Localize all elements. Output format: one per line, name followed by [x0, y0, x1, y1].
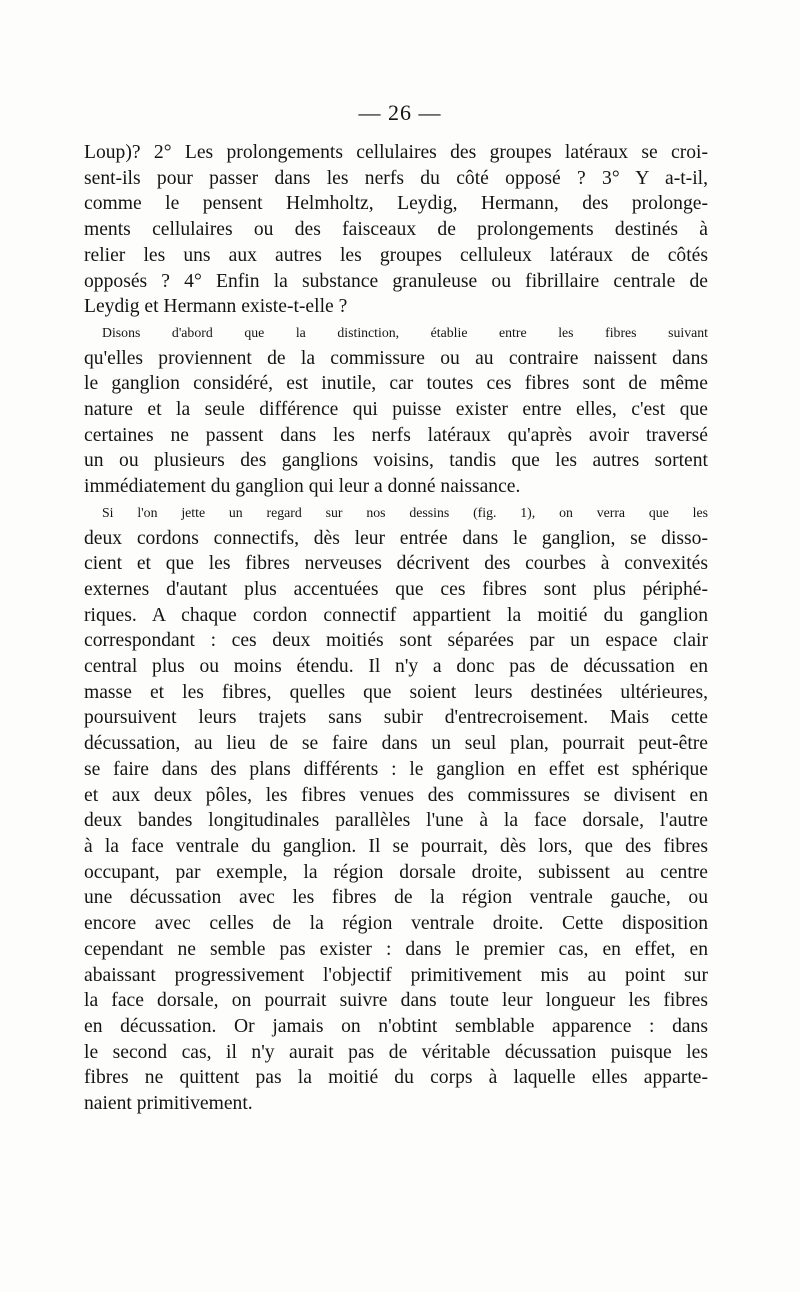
text-line: occupant, par exemple, la région dorsale droite, subissent au centre	[84, 861, 708, 883]
text-line: certaines ne passent dans les nerfs latéraux qu'après avoir traversé	[84, 424, 708, 446]
text-line: Loup)? 2° Les prolongements cellulaires des groupes latéraux se croi-	[84, 142, 708, 163]
text-line: nature et la seule différence qui puisse exister entre elles, c'est que	[84, 399, 708, 421]
text-line: cependant ne semble pas exister : dans le premier cas, en effet, en	[84, 938, 708, 960]
text-line: sent-ils pour passer dans les nerfs du côté opposé ? 3° Y a-t-il,	[84, 167, 708, 189]
text-line: se faire dans des plans différents : le ganglion en effet est sphérique	[84, 758, 708, 780]
text-line: externes d'autant plus accentuées que ces fibres sont plus périphé-	[84, 578, 708, 600]
text-line: en décussation. Or jamais on n'obtint semblable apparence : dans	[84, 1015, 708, 1037]
text-line: immédiatement du ganglion qui leur a donné naissance.	[84, 476, 521, 498]
text-line: masse et les fibres, quelles que soient leurs destinées ultérieures,	[84, 681, 708, 703]
text-line: le second cas, il n'y aurait pas de véritable décussation puisque les	[84, 1041, 708, 1063]
text-line: et aux deux pôles, les fibres venues des commissures se divisent en	[84, 784, 708, 806]
text-line: Leydig et Hermann existe-t-elle ?	[84, 296, 348, 318]
text-line: un ou plusieurs des ganglions voisins, tandis que les autres sortent	[84, 450, 708, 472]
text-line: le ganglion considéré, est inutile, car toutes ces fibres sont de même	[84, 373, 708, 395]
text-line: ments cellulaires ou des faisceaux de prolongements destinés à	[84, 219, 708, 241]
text-line: opposés ? 4° Enfin la substance granuleuse ou fibrillaire centrale de	[84, 270, 708, 292]
text-line: naient primitivement.	[84, 1093, 253, 1115]
text-line: riques. A chaque cordon connectif appartient la moitié du ganglion	[84, 604, 708, 626]
text-line: à la face ventrale du ganglion. Il se pourrait, dès lors, que des fibres	[84, 835, 708, 857]
text-line: central plus ou moins étendu. Il n'y a donc pas de décussation en	[84, 656, 708, 678]
text-line: décussation, au lieu de se faire dans un seul plan, pourrait peut-être	[84, 733, 708, 755]
text-line: Si l'on jette un regard sur nos dessins (fig. 1), on verra que les	[102, 504, 708, 520]
text-line: la face dorsale, on pourrait suivre dans toute leur longueur les fibres	[84, 990, 708, 1012]
text-line: poursuivent leurs trajets sans subir d'entrecroisement. Mais cette	[84, 707, 708, 729]
text-line: Disons d'abord que la distinction, établie entre les fibres suivant	[102, 324, 708, 340]
text-line: relier les uns aux autres les groupes celluleux latéraux de côtés	[84, 244, 708, 266]
page-number: — 26 —	[358, 100, 442, 125]
body-text	[84, 140, 708, 1117]
text-line: deux bandes longitudinales parallèles l'une à la face dorsale, l'autre	[84, 810, 708, 832]
text-line: comme le pensent Helmholtz, Leydig, Hermann, des prolonge-	[84, 193, 708, 215]
text-line: encore avec celles de la région ventrale droite. Cette disposition	[84, 913, 708, 935]
text-line: une décussation avec les fibres de la région ventrale gauche, ou	[84, 887, 708, 909]
text-line: correspondant : ces deux moitiés sont séparées par un espace clair	[84, 630, 708, 652]
text-line: qu'elles proviennent de la commissure ou au contraire naissent dans	[84, 347, 708, 369]
text-line: cient et que les fibres nerveuses décrivent des courbes à convexités	[84, 553, 708, 575]
text-line: abaissant progressivement l'objectif primitivement mis au point sur	[84, 964, 708, 986]
text-line: fibres ne quittent pas la moitié du corps à laquelle elles apparte-	[84, 1067, 708, 1089]
text-line: deux cordons connectifs, dès leur entrée dans le ganglion, se disso-	[84, 527, 708, 549]
